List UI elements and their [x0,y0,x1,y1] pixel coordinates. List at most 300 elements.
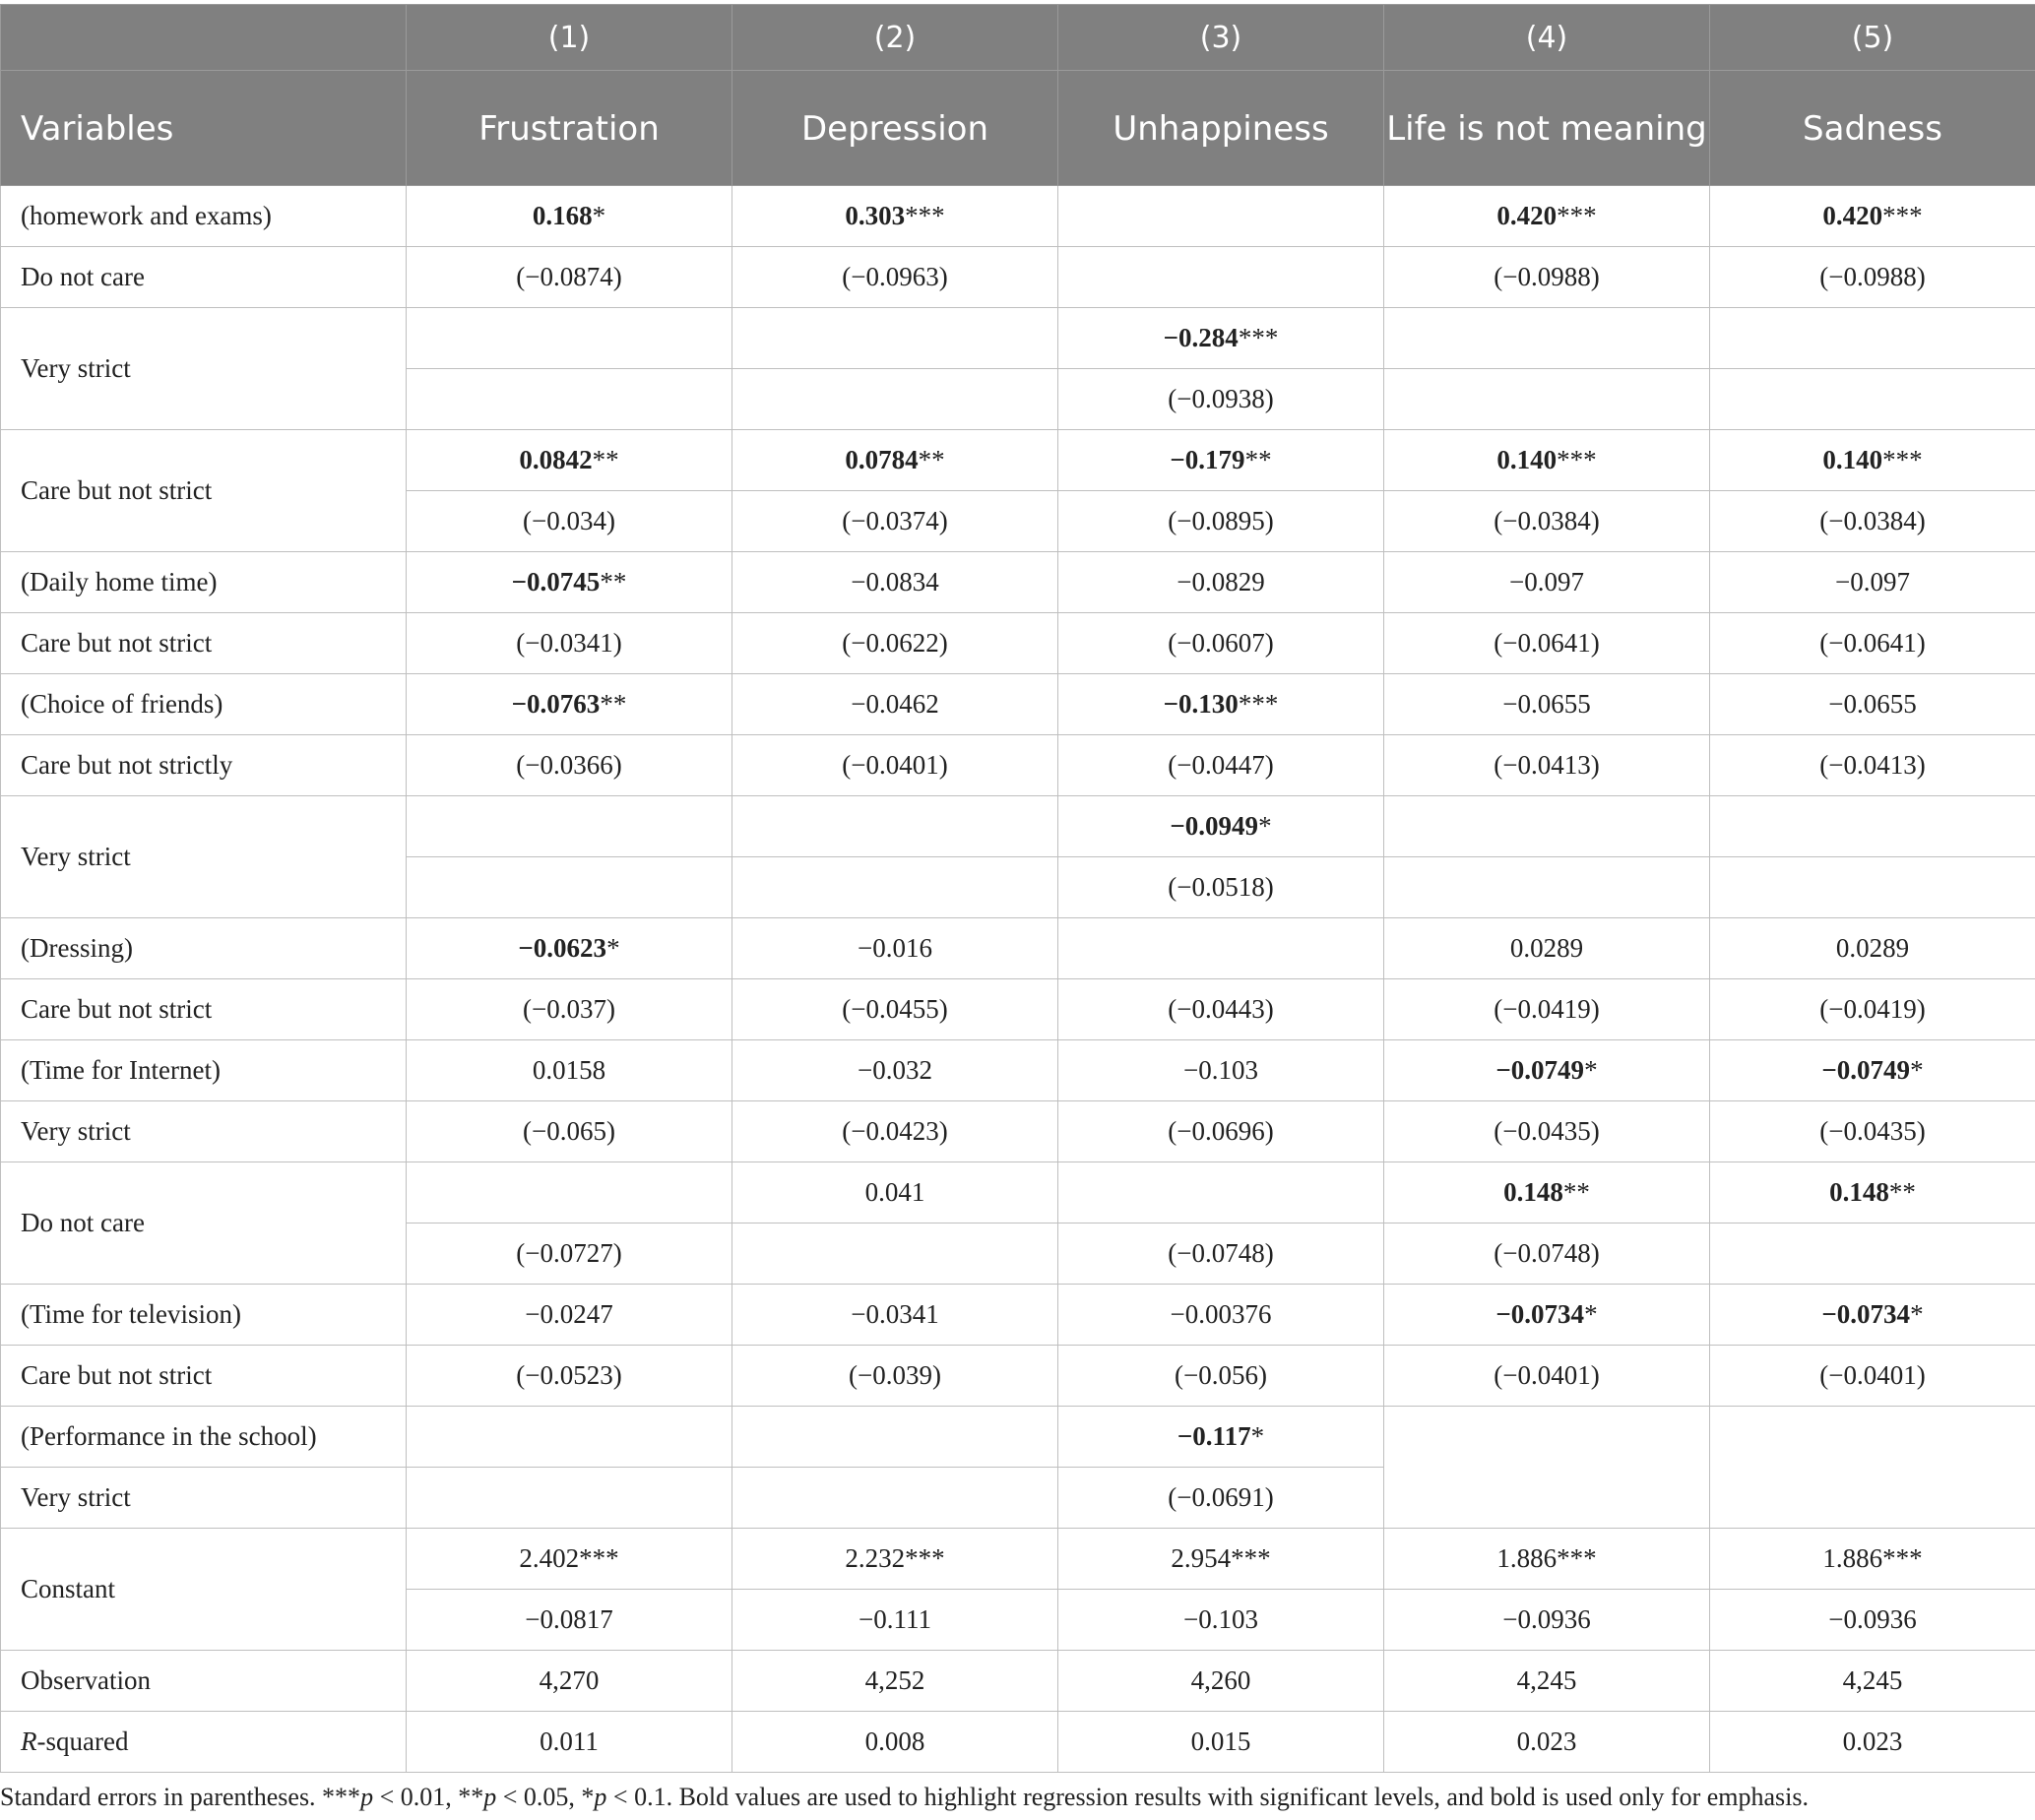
r-symbol: R [21,1726,37,1756]
value-cell [1058,1407,1384,1468]
table-footnote [0,1783,2035,1812]
r-squared-suffix: -squared [36,1726,129,1756]
table-row [1,1040,2035,1101]
coefficient-value: −0.0817 [525,1604,613,1634]
coefficient-value: −0.0749 [1821,1055,1911,1085]
row-label: Care but not strict [1,1346,407,1407]
coefficient-value: −0.0734 [1495,1299,1585,1329]
coefficient-value: 1.886 [1822,1543,1883,1573]
coefficient-value: (−0.0419) [1819,994,1926,1024]
value-cell [1384,613,1710,674]
coefficient-value: 4,270 [539,1665,600,1695]
value-cell [1058,552,1384,613]
value-cell [1384,1651,1710,1712]
value-cell [407,674,732,735]
value-cell [732,552,1058,613]
value-cell [1710,796,2035,857]
value-cell [1710,735,2035,796]
significance-stars: * [606,933,620,963]
table-row [1,674,2035,735]
value-cell [1058,1285,1384,1346]
coefficient-value: −0.016 [858,933,932,963]
value-cell [1710,1101,2035,1162]
coefficient-value: 0.148 [1829,1177,1889,1207]
coefficient-value: (−0.0748) [1494,1238,1600,1268]
value-cell [1384,918,1710,979]
value-cell [1384,1040,1710,1101]
value-cell [732,1346,1058,1407]
coefficient-value: 1.886 [1496,1543,1558,1573]
value-cell [732,1651,1058,1712]
table-body [1,186,2035,1773]
significance-stars: ** [1562,1177,1590,1207]
value-cell [1384,308,1710,369]
significance-stars: *** [1238,323,1279,352]
coefficient-value: 0.420 [1822,201,1883,230]
table-header [1,5,2035,186]
value-cell [1384,491,1710,552]
value-cell [1058,1468,1384,1529]
value-cell [407,247,732,308]
coefficient-value: (−0.0374) [842,506,948,535]
header-name-cell: Depression [732,71,1058,186]
coefficient-value: 0.0842 [519,445,593,474]
coefficient-value: −0.179 [1170,445,1245,474]
value-cell [1058,369,1384,430]
coefficient-value: −0.0341 [851,1299,939,1329]
row-label: Very strict [1,308,407,430]
value-cell [732,491,1058,552]
value-cell [732,796,1058,857]
coefficient-value: 0.011 [540,1726,599,1756]
table-row [1,796,2035,857]
value-cell [1710,918,2035,979]
value-cell [1058,1651,1384,1712]
value-cell [1058,979,1384,1040]
significance-stars: *** [905,1543,945,1573]
value-cell [732,1101,1058,1162]
value-cell [732,674,1058,735]
coefficient-value: −0.0936 [1828,1604,1917,1634]
value-cell [1710,1407,2035,1529]
coefficient-value: (−0.0413) [1819,750,1926,780]
coefficient-value: 4,245 [1516,1665,1577,1695]
value-cell [732,1040,1058,1101]
table-row [1,1162,2035,1224]
coefficient-value: (−0.0607) [1168,628,1274,658]
footnote-p: p [594,1783,607,1811]
value-cell [1710,1346,2035,1407]
value-cell [732,918,1058,979]
value-cell [732,1712,1058,1773]
coefficient-value: 2.232 [845,1543,906,1573]
value-cell [1384,1529,1710,1590]
value-cell [732,308,1058,369]
header-row-column-numbers [1,5,2035,71]
value-cell [732,735,1058,796]
value-cell [1384,1407,1710,1529]
value-cell [732,1590,1058,1651]
value-cell [407,1224,732,1285]
value-cell [1710,1529,2035,1590]
significance-stars: *** [579,1543,619,1573]
value-cell [1710,1040,2035,1101]
coefficient-value: 0.023 [1842,1726,1903,1756]
coefficient-value: (−0.0435) [1819,1116,1926,1146]
coefficient-value: (−0.0748) [1168,1238,1274,1268]
value-cell [1058,918,1384,979]
value-cell [1710,430,2035,491]
value-cell [732,1468,1058,1529]
value-cell [1710,857,2035,918]
significance-stars: * [1258,811,1272,841]
coefficient-value: (−0.0341) [516,628,622,658]
coefficient-value: 0.023 [1516,1726,1577,1756]
value-cell [1058,1346,1384,1407]
coefficient-value: −0.0749 [1495,1055,1585,1085]
coefficient-value: (−0.0384) [1494,506,1600,535]
footnote-text: < 0.1. Bold values are used to highlight regression results with significant levels, and bold is used only for emphasis. [606,1783,1809,1811]
row-label: (Time for television) [1,1285,407,1346]
value-cell [732,1529,1058,1590]
value-cell [407,1651,732,1712]
significance-stars: *** [1882,1543,1923,1573]
header-name-cell: Life is not meaning [1384,71,1710,186]
value-cell [407,1712,732,1773]
coefficient-value: 0.008 [864,1726,925,1756]
header-number-cell: (4) [1384,5,1710,71]
coefficient-value: −0.0623 [518,933,607,963]
coefficient-value: (−0.0366) [516,750,622,780]
coefficient-value: (−0.0518) [1168,872,1274,902]
value-cell [1710,1224,2035,1285]
value-cell [732,1407,1058,1468]
header-name-cell: Frustration [407,71,732,186]
coefficient-value: −0.0834 [851,567,939,596]
coefficient-value: (−0.0641) [1494,628,1600,658]
coefficient-value: −0.0829 [1176,567,1265,596]
coefficient-value: −0.103 [1183,1055,1258,1085]
value-cell [1384,857,1710,918]
regression-results-table [0,4,2035,1773]
value-cell [1384,186,1710,247]
coefficient-value: (−0.0988) [1494,262,1600,291]
value-cell [1710,1285,2035,1346]
value-cell [407,1590,732,1651]
coefficient-value: (−0.0727) [516,1238,622,1268]
table-row [1,308,2035,369]
value-cell [1710,308,2035,369]
significance-stars: ** [592,445,619,474]
header-number-cell: (2) [732,5,1058,71]
value-cell [1384,369,1710,430]
coefficient-value: −0.0734 [1821,1299,1911,1329]
coefficient-value: 0.015 [1190,1726,1251,1756]
coefficient-value: (−0.0455) [842,994,948,1024]
coefficient-value: (−0.0419) [1494,994,1600,1024]
coefficient-value: (−0.0401) [1819,1360,1926,1390]
table-row [1,979,2035,1040]
coefficient-value: 0.140 [1496,445,1558,474]
significance-stars: ** [1244,445,1272,474]
value-cell [1058,1224,1384,1285]
value-cell [407,979,732,1040]
value-cell [1058,1040,1384,1101]
value-cell [1710,491,2035,552]
value-cell [407,1407,732,1468]
value-cell [407,1468,732,1529]
value-cell [407,369,732,430]
header-number-cell: (5) [1710,5,2035,71]
value-cell [1058,308,1384,369]
row-label: Constant [1,1529,407,1651]
coefficient-value: 0.0158 [532,1055,606,1085]
row-label: Care but not strict [1,430,407,552]
value-cell [407,613,732,674]
table-row [1,186,2035,247]
value-cell [407,918,732,979]
value-cell [407,796,732,857]
footnote-text: < 0.05, * [496,1783,595,1811]
significance-stars: *** [905,201,945,230]
row-label: Very strict [1,1101,407,1162]
value-cell [407,186,732,247]
coefficient-value: −0.097 [1835,567,1910,596]
significance-stars: *** [1557,445,1597,474]
coefficient-value: −0.0655 [1502,689,1591,719]
value-cell [407,1162,732,1224]
value-cell [407,1285,732,1346]
value-cell [1058,1712,1384,1773]
table-row [1,430,2035,491]
value-cell [732,857,1058,918]
value-cell [1710,1651,2035,1712]
row-label [1,1712,407,1773]
coefficient-value: 2.402 [519,1543,580,1573]
coefficient-value: (−0.039) [849,1360,941,1390]
table-row [1,247,2035,308]
value-cell [1384,674,1710,735]
table-row [1,735,2035,796]
coefficient-value: (−0.0401) [1494,1360,1600,1390]
significance-stars: ** [600,567,627,596]
row-label: (Time for Internet) [1,1040,407,1101]
value-cell [407,491,732,552]
coefficient-value: 0.168 [532,201,593,230]
row-label: Observation [1,1651,407,1712]
coefficient-value: 0.0784 [845,445,919,474]
value-cell [1710,1162,2035,1224]
row-label: (Choice of friends) [1,674,407,735]
coefficient-value: (−0.0384) [1819,506,1926,535]
value-cell [732,430,1058,491]
value-cell [1058,186,1384,247]
value-cell [1710,674,2035,735]
value-cell [407,735,732,796]
coefficient-value: −0.00376 [1170,1299,1272,1329]
significance-stars: *** [1231,1543,1271,1573]
value-cell [1384,1590,1710,1651]
coefficient-value: (−0.037) [523,994,615,1024]
value-cell [1384,430,1710,491]
row-label: Very strict [1,1468,407,1529]
coefficient-value: (−0.0443) [1168,994,1274,1024]
significance-stars: ** [1888,1177,1916,1207]
table-row [1,613,2035,674]
coefficient-value: −0.0745 [511,567,601,596]
significance-stars: *** [1882,445,1923,474]
table-row [1,1285,2035,1346]
coefficient-value: 2.954 [1171,1543,1232,1573]
table-row [1,1529,2035,1590]
coefficient-value: −0.032 [858,1055,932,1085]
row-label: (Dressing) [1,918,407,979]
value-cell [1710,369,2035,430]
significance-stars: ** [918,445,945,474]
table-row [1,1651,2035,1712]
row-label: Very strict [1,796,407,918]
row-label: Care but not strict [1,979,407,1040]
value-cell [1384,1712,1710,1773]
coefficient-value: 0.148 [1503,1177,1563,1207]
significance-stars: ** [600,689,627,719]
value-cell [1058,674,1384,735]
significance-stars: * [1584,1299,1598,1329]
table-row [1,1346,2035,1407]
coefficient-value: (−0.0435) [1494,1116,1600,1146]
coefficient-value: −0.103 [1183,1604,1258,1634]
value-cell [407,1346,732,1407]
value-cell [732,1162,1058,1224]
value-cell [1058,491,1384,552]
header-name-cell: Sadness [1710,71,2035,186]
header-number-cell [1,5,407,71]
value-cell [1384,1162,1710,1224]
row-label: Do not care [1,1162,407,1285]
value-cell [1384,1101,1710,1162]
header-variables-cell: Variables [1,71,407,186]
footnote-p: p [483,1783,497,1811]
coefficient-value: (−0.0622) [842,628,948,658]
coefficient-value: −0.097 [1509,567,1584,596]
value-cell [1710,613,2035,674]
table-row [1,552,2035,613]
significance-stars: *** [1238,689,1279,719]
significance-stars: * [1250,1421,1265,1451]
value-cell [407,552,732,613]
coefficient-value: −0.0462 [851,689,939,719]
value-cell [1058,1590,1384,1651]
coefficient-value: (−0.0423) [842,1116,948,1146]
significance-stars: * [1910,1055,1924,1085]
value-cell [1384,796,1710,857]
significance-stars: * [1910,1299,1924,1329]
value-cell [407,857,732,918]
value-cell [732,1285,1058,1346]
coefficient-value: (−0.0874) [516,262,622,291]
coefficient-value: −0.117 [1176,1421,1251,1451]
coefficient-value: 0.0289 [1835,933,1910,963]
value-cell [1058,1162,1384,1224]
coefficient-value: (−0.0447) [1168,750,1274,780]
table-row [1,1407,2035,1468]
significance-stars: * [592,201,606,230]
table-row [1,1101,2035,1162]
value-cell [1384,735,1710,796]
value-cell [407,430,732,491]
value-cell [732,369,1058,430]
coefficient-value: −0.0936 [1502,1604,1591,1634]
value-cell [732,979,1058,1040]
footnote-text: Standard errors in parentheses. *** [0,1783,361,1811]
row-label: (Performance in the school) [1,1407,407,1468]
coefficient-value: −0.0763 [511,689,601,719]
coefficient-value: 4,252 [864,1665,925,1695]
coefficient-value: (−0.0641) [1819,628,1926,658]
value-cell [732,613,1058,674]
header-row-variable-names [1,71,2035,186]
coefficient-value: 0.0289 [1509,933,1584,963]
value-cell [1384,552,1710,613]
value-cell [1384,247,1710,308]
coefficient-value: −0.111 [859,1604,931,1634]
value-cell [1384,979,1710,1040]
header-number-cell: (3) [1058,5,1384,71]
value-cell [1710,247,2035,308]
value-cell [1058,1529,1384,1590]
value-cell [407,1040,732,1101]
coefficient-value: (−0.0938) [1168,384,1274,413]
row-label: Do not care [1,247,407,308]
table-row [1,1712,2035,1773]
coefficient-value: 0.420 [1496,201,1558,230]
coefficient-value: (−0.0963) [842,262,948,291]
coefficient-value: (−0.0523) [516,1360,622,1390]
coefficient-value: 4,245 [1842,1665,1903,1695]
value-cell [1058,613,1384,674]
coefficient-value: (−0.0696) [1168,1116,1274,1146]
coefficient-value: 0.303 [845,201,906,230]
coefficient-value: −0.0655 [1828,689,1917,719]
value-cell [1058,247,1384,308]
coefficient-value: (−0.065) [523,1116,615,1146]
value-cell [407,1101,732,1162]
coefficient-value: (−0.0988) [1819,262,1926,291]
value-cell [407,1529,732,1590]
value-cell [1058,735,1384,796]
coefficient-value: (−0.0413) [1494,750,1600,780]
value-cell [407,308,732,369]
value-cell [1058,796,1384,857]
coefficient-value: 0.140 [1822,445,1883,474]
header-name-cell: Unhappiness [1058,71,1384,186]
coefficient-value: −0.130 [1163,689,1239,719]
footnote-p: p [360,1783,374,1811]
value-cell [1710,1712,2035,1773]
row-label: (homework and exams) [1,186,407,247]
value-cell [1710,1590,2035,1651]
coefficient-value: −0.284 [1163,323,1239,352]
value-cell [1058,430,1384,491]
coefficient-value: (−0.0895) [1168,506,1274,535]
value-cell [1710,186,2035,247]
value-cell [732,1224,1058,1285]
significance-stars: *** [1882,201,1923,230]
coefficient-value: 0.041 [864,1177,925,1207]
significance-stars: *** [1557,201,1597,230]
coefficient-value: (−0.056) [1175,1360,1267,1390]
significance-stars: * [1584,1055,1598,1085]
